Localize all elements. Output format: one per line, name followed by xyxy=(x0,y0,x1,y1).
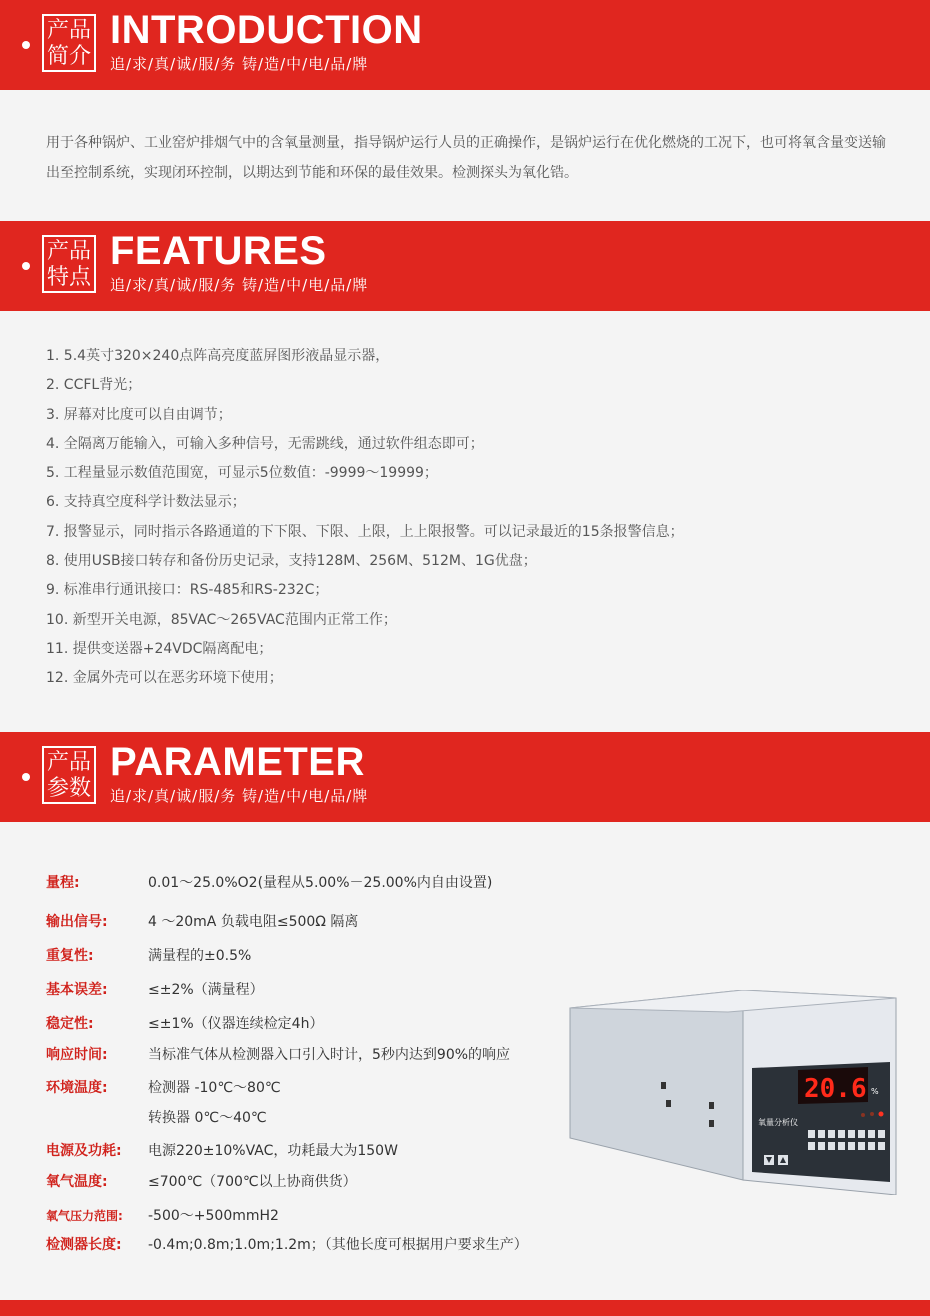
param-label: 电源及功耗: xyxy=(46,1143,122,1159)
features-banner xyxy=(0,221,930,311)
panel-label: 氧量分析仪 xyxy=(758,1118,798,1127)
parameter-slogan: 追/求/真/诚/服/务 铸/造/中/电/品/牌 xyxy=(110,787,369,805)
device-side xyxy=(570,990,743,1180)
bullet-dot xyxy=(22,773,30,781)
param-value: 4 ～20mA 负载电阻≤500Ω 隔离 xyxy=(148,914,359,930)
key-button xyxy=(828,1130,835,1138)
footer-banner-edge xyxy=(0,1300,930,1316)
key-button xyxy=(818,1130,825,1138)
list-item: 6. 支持真空度科学计数法显示； xyxy=(46,494,246,511)
key-button xyxy=(828,1142,835,1150)
key-button xyxy=(848,1130,855,1138)
param-label: 基本误差: xyxy=(46,982,108,998)
param-label: 输出信号: xyxy=(46,914,108,930)
list-item: 8. 使用USB接口转存和备份历史记录，支持128M、256M、512M、1G优盘； xyxy=(46,553,537,570)
param-value: -0.4m;0.8m;1.0m;1.2m；（其他长度可根据用户要求生产） xyxy=(148,1237,528,1253)
param-value: ≤±1%（仪器连续检定4h） xyxy=(148,1016,324,1032)
param-value: 转换器 0℃～40℃ xyxy=(148,1110,267,1126)
key-button xyxy=(848,1142,855,1150)
parameter-banner xyxy=(0,732,930,822)
parameter-title: PARAMETER xyxy=(110,740,365,784)
intro-banner xyxy=(0,0,930,90)
param-label: 重复性: xyxy=(46,948,94,964)
badge-bottom: 简介 xyxy=(46,44,91,69)
features-badge xyxy=(42,235,96,293)
mount-hole xyxy=(666,1100,671,1107)
badge-bottom: 特点 xyxy=(46,265,91,290)
badge-top: 产品 xyxy=(46,239,91,264)
param-label: 氧气温度: xyxy=(46,1174,108,1190)
key-button xyxy=(818,1142,825,1150)
intro-slogan: 追/求/真/诚/服/务 铸/造/中/电/品/牌 xyxy=(110,55,369,73)
key-button xyxy=(878,1130,885,1138)
key-button xyxy=(808,1130,815,1138)
param-value: 电源220±10%VAC，功耗最大为150W xyxy=(148,1143,398,1159)
list-item: 2. CCFL背光； xyxy=(46,377,142,394)
list-item: 1. 5.4英寸320×240点阵高亮度蓝屏图形液晶显示器， xyxy=(46,348,390,364)
features-list xyxy=(46,342,886,694)
list-item: 4. 全隔离万能输入，可输入多种信号，无需跳线，通过软件组态即可； xyxy=(46,435,484,452)
param-value: ≤700℃（700℃以上协商供货） xyxy=(148,1174,357,1190)
param-value: 当标准气体从检测器入口引入时计，5秒内达到90%的响应 xyxy=(148,1047,511,1063)
param-label: 氧气压力范围: xyxy=(46,1209,123,1223)
badge-top: 产品 xyxy=(46,750,91,775)
parameter-badge xyxy=(42,746,96,804)
led-unit: % xyxy=(871,1087,879,1096)
bullet-dot xyxy=(22,262,30,270)
key-button xyxy=(838,1142,845,1150)
indicator-led xyxy=(879,1112,884,1117)
param-value: 0.01～25.0%O2(量程从5.00%－25.00%内自由设置) xyxy=(148,875,493,891)
badge-bottom: 参数 xyxy=(46,776,91,801)
indicator-led xyxy=(870,1112,874,1116)
list-item: 11. 提供变送器+24VDC隔离配电； xyxy=(46,640,273,657)
key-button xyxy=(878,1142,885,1150)
key-button xyxy=(868,1130,875,1138)
badge-top: 产品 xyxy=(46,18,91,43)
param-label: 检测器长度: xyxy=(46,1237,122,1253)
key-button xyxy=(858,1130,865,1138)
list-item: 5. 工程量显示数值范围宽，可显示5位数值：-9999～19999； xyxy=(46,465,438,482)
param-label: 量程: xyxy=(46,875,80,891)
intro-badge xyxy=(42,14,96,72)
features-slogan: 追/求/真/诚/服/务 铸/造/中/电/品/牌 xyxy=(110,276,369,294)
list-item: 9. 标准串行通讯接口：RS-485和RS-232C； xyxy=(46,582,329,599)
mount-hole xyxy=(709,1102,714,1109)
intro-text: 用于各种锅炉、工业窑炉排烟气中的含氧量测量，指导锅炉运行人员的正确操作，是锅炉运行在优化燃烧的工况下，也可将氧含量变送输出至控制系统，实现闭环控制，以期达到节能和环保的最佳效果。检测探头为氧化锆。 xyxy=(46,135,886,181)
indicator-led xyxy=(861,1113,865,1117)
oxygen-analyzer-device xyxy=(568,990,898,1195)
list-item: 7. 报警显示，同时指示各路通道的下下限、下限、上限，上上限报警。可以记录最近的15条报警信息； xyxy=(46,523,684,540)
key-button xyxy=(838,1130,845,1138)
param-label: 环境温度: xyxy=(46,1080,108,1096)
list-item: 10. 新型开关电源，85VAC～265VAC范围内正常工作； xyxy=(46,611,397,628)
intro-title: INTRODUCTION xyxy=(110,8,423,52)
key-button xyxy=(808,1142,815,1150)
param-value: 满量程的±0.5% xyxy=(148,948,252,964)
led-reading: 20.6 xyxy=(804,1074,867,1104)
key-button xyxy=(868,1142,875,1150)
list-item: 12. 金属外壳可以在恶劣环境下使用； xyxy=(46,670,283,687)
param-value: -500～+500mmH2 xyxy=(148,1208,279,1224)
list-item: 3. 屏幕对比度可以自由调节； xyxy=(46,406,232,423)
mount-hole xyxy=(709,1120,714,1127)
param-label: 稳定性: xyxy=(46,1016,94,1032)
param-value: 检测器 -10℃～80℃ xyxy=(148,1080,281,1096)
param-value: ≤±2%（满量程） xyxy=(148,982,264,998)
mount-hole xyxy=(661,1082,666,1089)
key-button xyxy=(858,1142,865,1150)
bullet-dot xyxy=(22,41,30,49)
param-label: 响应时间: xyxy=(46,1047,108,1063)
features-title: FEATURES xyxy=(110,229,327,273)
